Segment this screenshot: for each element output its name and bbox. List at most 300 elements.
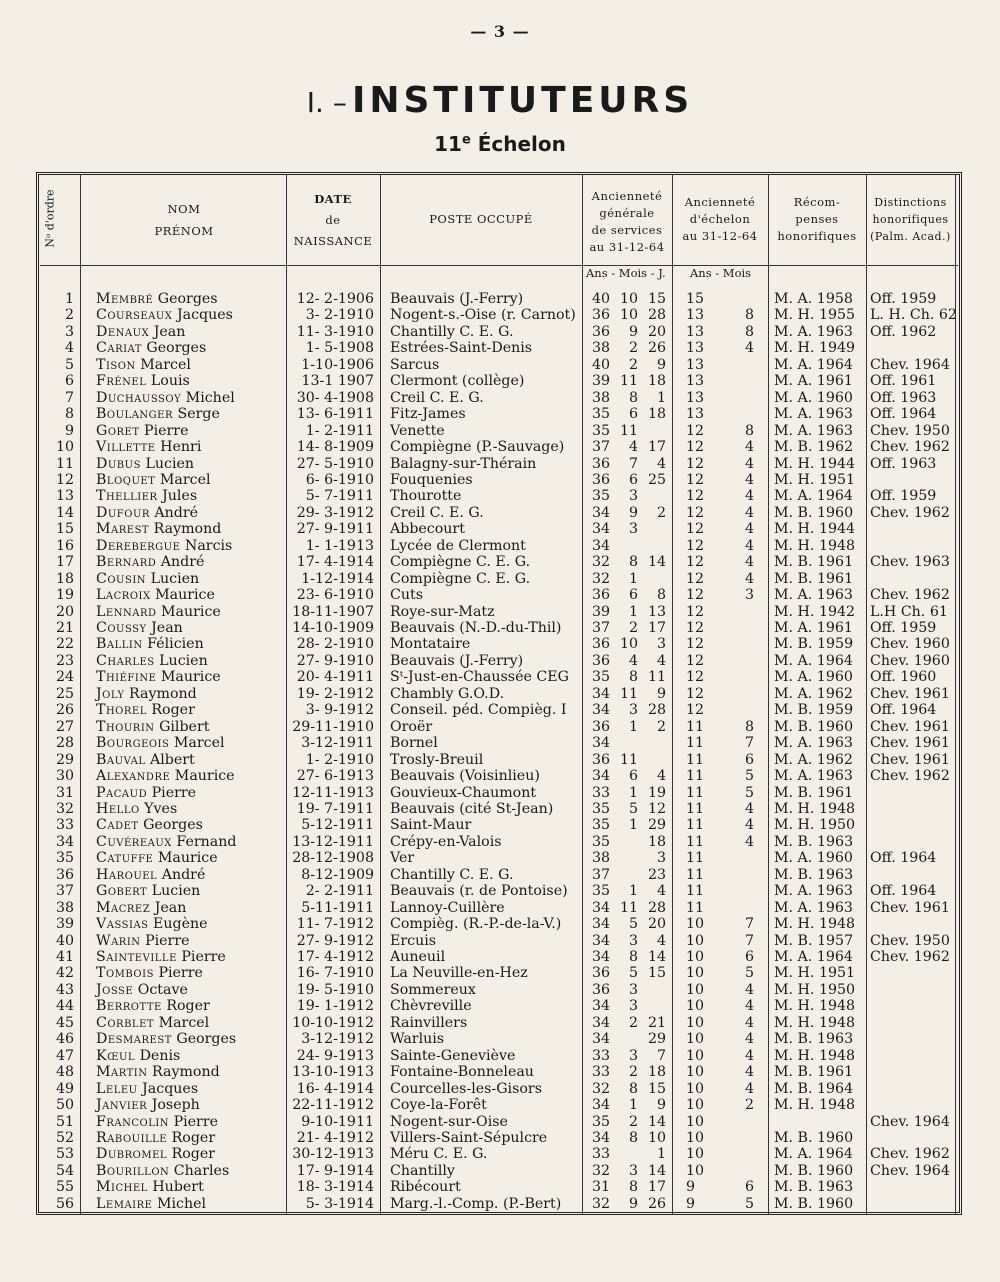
cell-name [96, 1015, 209, 1032]
table-row [40, 949, 958, 966]
cell-first-name: Jacques [142, 1080, 199, 1097]
cell-birthdate: 28- 2-1910 [296, 636, 374, 653]
header-nom [82, 200, 286, 240]
subtitle-superscript: e [461, 132, 471, 148]
cell-first-name: Gilbert [159, 718, 210, 735]
cell-name [96, 472, 211, 489]
cell-recompense: M. A. 1960 [774, 389, 853, 406]
cell-anc-ech-years: 10 [686, 1129, 705, 1146]
cell-birthdate: 18- 3-1914 [296, 1179, 374, 1196]
cell-anc-gen-months: 11 [619, 685, 638, 702]
page-number: — 3 — [470, 22, 530, 41]
cell-anc-gen-years: 35 [591, 422, 610, 439]
table-row [40, 587, 958, 604]
cell-last-name: Josse [96, 981, 134, 998]
cell-name [96, 768, 235, 785]
cell-number: 26 [55, 702, 74, 719]
cell-anc-gen-days: 14 [647, 1113, 666, 1130]
cell-anc-ech-months: 7 [744, 916, 754, 933]
cell-anc-gen-months: 8 [628, 949, 638, 965]
cell-first-name: Georges [176, 1031, 237, 1048]
cell-distinction: Off. 1963 [870, 389, 937, 406]
cell-anc-ech-years: 10 [686, 916, 705, 933]
cell-anc-gen-years: 36 [591, 652, 610, 669]
cell-anc-ech-years: 13 [686, 373, 705, 390]
cell-first-name: Roger [171, 1129, 216, 1146]
cell-birthdate: 13-1 1907 [301, 373, 374, 390]
cell-distinction: Chev. 1963 [870, 554, 950, 571]
cell-anc-gen-months: 2 [628, 1113, 638, 1130]
cell-anc-ech-years: 12 [686, 587, 705, 604]
cell-first-name: Jean [153, 323, 186, 340]
cell-number: 31 [55, 784, 74, 801]
cell-anc-gen-years: 32 [591, 554, 610, 571]
cell-last-name: Tison [96, 356, 136, 373]
cell-anc-gen-days: 29 [647, 1031, 666, 1048]
cell-anc-ech-years: 11 [686, 768, 705, 785]
cell-anc-ech-years: 10 [686, 981, 705, 998]
table-row [40, 340, 958, 357]
header-ordre: Nᵒ d'ordre [43, 189, 57, 248]
cell-anc-ech-months: 5 [744, 784, 754, 801]
cell-distinction: Chev. 1961 [870, 751, 950, 768]
cell-name [96, 307, 233, 324]
cell-poste: Montataire [390, 636, 471, 653]
cell-anc-gen-months: 10 [619, 307, 638, 324]
cell-poste: Oroër [390, 718, 433, 735]
cell-number: 25 [55, 685, 74, 702]
cell-anc-gen-days: 10 [647, 1129, 666, 1146]
cell-name [96, 686, 197, 703]
cell-recompense: M. H. 1948 [774, 1014, 856, 1031]
cell-name [96, 620, 183, 637]
cell-last-name: Rabouille [96, 1129, 168, 1146]
header-ag-line3: de services [591, 223, 663, 237]
cell-birthdate: 3- 9-1912 [305, 702, 374, 719]
cell-anc-gen-months: 3 [628, 981, 638, 998]
subheader-echelon: Ans - Mois [690, 266, 752, 280]
cell-anc-ech-years: 11 [686, 817, 705, 834]
cell-name [96, 653, 208, 670]
cell-distinction: Chev. 1962 [870, 1146, 950, 1163]
cell-first-name: Pierre [181, 949, 226, 965]
cell-number: 10 [55, 439, 74, 456]
cell-anc-ech-years: 12 [686, 669, 705, 686]
cell-last-name: Leleu [96, 1080, 138, 1097]
cell-recompense: M. A. 1963 [774, 422, 853, 439]
table-row [40, 850, 958, 867]
cell-number: 56 [55, 1195, 74, 1212]
cell-birthdate: 19- 1-1912 [296, 998, 374, 1015]
cell-last-name: Warin [96, 932, 141, 949]
cell-distinction: Off. 1959 [870, 291, 937, 307]
cell-last-name: Lennard [96, 603, 157, 620]
header-ae-line3: au 31-12-64 [682, 229, 758, 243]
cell-anc-ech-months: 8 [744, 307, 754, 324]
cell-anc-ech-years: 10 [686, 1146, 705, 1163]
cell-anc-ech-years: 10 [686, 1162, 705, 1179]
cell-number: 27 [55, 718, 74, 735]
cell-birthdate: 2- 2-1911 [305, 883, 374, 900]
cell-recompense: M. B. 1959 [774, 636, 854, 653]
cell-last-name: Lacroix [96, 587, 151, 604]
cell-anc-gen-years: 34 [591, 932, 610, 949]
header-date-line2: de [325, 213, 341, 227]
cell-recompense: M. A. 1964 [774, 1146, 853, 1163]
cell-last-name: Derebergue [96, 537, 181, 554]
cell-poste: Creil C. E. G. [390, 504, 484, 521]
cell-anc-gen-years: 32 [591, 570, 610, 587]
cell-anc-gen-months: 2 [628, 1014, 638, 1031]
cell-birthdate: 1-12-1914 [301, 570, 374, 587]
header-anciennete-generale [582, 188, 672, 256]
cell-first-name: Serge [177, 406, 220, 423]
cell-anc-ech-years: 10 [686, 949, 705, 965]
cell-last-name: Martin [96, 1064, 148, 1081]
cell-anc-gen-months: 5 [628, 916, 638, 933]
cell-anc-ech-months: 5 [744, 1195, 754, 1212]
cell-anc-ech-years: 13 [686, 389, 705, 406]
cell-anc-gen-months: 3 [628, 488, 638, 505]
cell-number: 19 [55, 587, 74, 604]
cell-poste: Fontaine-Bonneleau [390, 1064, 534, 1081]
cell-distinction: Chev. 1950 [870, 422, 950, 439]
header-rec-line1: Récom- [793, 195, 841, 209]
cell-recompense: M. A. 1962 [774, 751, 853, 768]
cell-recompense: M. H. 1948 [774, 916, 856, 933]
cell-poste: Beauvais (J.-Ferry) [390, 652, 524, 669]
cell-last-name: Bauval [96, 751, 146, 768]
cell-recompense: M. B. 1960 [774, 504, 854, 521]
cell-anc-ech-months: 6 [744, 751, 754, 768]
cell-anc-gen-days: 4 [656, 652, 666, 669]
cell-last-name: Gobert [96, 883, 148, 900]
cell-anc-gen-days: 19 [647, 784, 666, 801]
cell-anc-ech-months: 6 [744, 1179, 754, 1196]
cell-anc-gen-months: 3 [628, 1162, 638, 1179]
cell-first-name: Maurice [157, 850, 218, 867]
cell-anc-gen-years: 33 [591, 1146, 610, 1163]
cell-poste: Conseil. péd. Compièg. I [390, 702, 567, 719]
cell-recompense: M. H. 1948 [774, 1097, 856, 1114]
cell-name [96, 817, 203, 834]
cell-last-name: Janvier [96, 1097, 148, 1114]
table-row [40, 390, 958, 407]
cell-anc-gen-months: 1 [628, 784, 638, 801]
cell-anc-gen-years: 37 [591, 439, 610, 456]
table-row [40, 636, 958, 653]
cell-anc-ech-months: 5 [744, 965, 754, 982]
cell-poste: Roye-sur-Matz [390, 603, 495, 620]
cell-anc-ech-years: 12 [686, 455, 705, 472]
cell-anc-gen-months: 2 [628, 1064, 638, 1081]
cell-last-name: Alexandre [96, 768, 171, 785]
cell-anc-gen-days: 7 [656, 1047, 666, 1064]
cell-anc-gen-months: 11 [619, 422, 638, 439]
cell-first-name: Roger [166, 998, 210, 1015]
cell-anc-gen-years: 34 [591, 1129, 610, 1146]
table-row [40, 439, 958, 456]
cell-birthdate: 13-12-1911 [292, 833, 374, 850]
cell-anc-ech-years: 10 [686, 1097, 705, 1114]
cell-distinction: Off. 1964 [870, 406, 937, 423]
cell-anc-ech-years: 15 [686, 291, 705, 307]
cell-poste: Sommereux [390, 981, 476, 998]
cell-anc-gen-months: 8 [628, 1080, 638, 1097]
header-poste: POSTE OCCUPÉ [429, 212, 533, 226]
cell-last-name: Desmarest [96, 1031, 172, 1048]
cell-birthdate: 23- 6-1910 [296, 587, 374, 604]
cell-last-name: Charles [96, 652, 155, 669]
cell-birthdate: 29- 3-1912 [296, 504, 374, 521]
cell-birthdate: 19- 2-1912 [296, 685, 374, 702]
cell-birthdate: 1- 2-1910 [305, 751, 374, 768]
cell-first-name: Michel [156, 1195, 207, 1212]
cell-birthdate: 5- 7-1911 [305, 488, 374, 505]
cell-distinction: Off. 1961 [870, 373, 937, 390]
cell-recompense: M. A. 1963 [774, 883, 853, 900]
cell-birthdate: 30- 4-1908 [296, 389, 374, 406]
cell-anc-ech-months: 5 [744, 768, 754, 785]
cell-number: 48 [55, 1064, 74, 1081]
cell-last-name: Thiéfine [96, 669, 157, 686]
cell-anc-gen-years: 32 [591, 1080, 610, 1097]
cell-anc-ech-years: 12 [686, 422, 705, 439]
cell-first-name: Henri [160, 439, 202, 456]
cell-poste: Compiègne C. E. G. [390, 554, 531, 571]
cell-birthdate: 1- 2-1911 [305, 422, 374, 439]
cell-birthdate: 12- 2-1906 [296, 291, 374, 307]
cell-anc-gen-years: 37 [591, 866, 610, 883]
cell-distinction: Off. 1960 [870, 669, 937, 686]
cell-anc-gen-years: 34 [591, 537, 610, 554]
cell-recompense: M. H. 1949 [774, 340, 856, 357]
cell-anc-gen-years: 35 [591, 1113, 610, 1130]
cell-anc-ech-months: 4 [744, 537, 754, 554]
cell-anc-ech-months: 4 [744, 998, 754, 1015]
cell-name [96, 900, 186, 917]
cell-anc-gen-years: 38 [591, 389, 610, 406]
cell-birthdate: 11- 7-1912 [296, 916, 374, 933]
cell-number: 12 [55, 471, 74, 488]
cell-anc-gen-months: 9 [628, 1195, 638, 1212]
cell-first-name: Raymond [152, 1064, 220, 1081]
cell-anc-gen-months: 8 [628, 554, 638, 571]
cell-distinction: Chev. 1961 [870, 899, 950, 916]
cell-anc-ech-years: 12 [686, 537, 705, 554]
cell-name [96, 965, 203, 982]
cell-anc-ech-years: 12 [686, 685, 705, 702]
cell-anc-gen-months: 6 [628, 587, 638, 604]
cell-recompense: M. A. 1963 [774, 323, 853, 340]
cell-recompense: M. A. 1964 [774, 488, 853, 505]
cell-first-name: Georges [157, 291, 218, 307]
cell-number: 32 [55, 800, 74, 817]
cell-distinction: Chev. 1960 [870, 652, 950, 669]
cell-anc-gen-years: 40 [591, 356, 610, 373]
table-row [40, 1179, 958, 1196]
subtitle-text: Échelon [477, 132, 566, 156]
cell-name [96, 1146, 215, 1163]
cell-birthdate: 3-12-1911 [301, 735, 374, 752]
cell-name [96, 1179, 204, 1196]
cell-name [96, 571, 199, 588]
cell-poste: Lannoy-Cuillère [390, 899, 505, 916]
cell-poste: Clermont (collège) [390, 373, 525, 390]
cell-anc-gen-days: 28 [647, 307, 666, 324]
cell-anc-ech-months: 8 [744, 323, 754, 340]
cell-anc-ech-years: 11 [686, 784, 705, 801]
cell-number: 14 [55, 504, 74, 521]
cell-poste: Chantilly [390, 1162, 455, 1179]
cell-anc-ech-months: 4 [744, 1047, 754, 1064]
cell-number: 29 [55, 751, 74, 768]
cell-anc-gen-months: 8 [628, 1129, 638, 1146]
cell-last-name: Bernard [96, 554, 157, 571]
cell-anc-gen-months: 8 [628, 389, 638, 406]
cell-birthdate: 27- 6-1913 [296, 768, 374, 785]
cell-number: 35 [55, 850, 74, 867]
cell-first-name: Hubert [152, 1179, 204, 1196]
cell-anc-gen-months: 6 [628, 768, 638, 785]
cell-poste: Chantilly C. E. G. [390, 866, 514, 883]
cell-first-name: Eugène [153, 916, 208, 933]
cell-first-name: Roger [171, 1146, 216, 1163]
table-row [40, 1015, 958, 1032]
table-row [40, 554, 958, 571]
cell-last-name: Villette [96, 439, 156, 456]
header-distinctions [866, 194, 955, 245]
cell-anc-ech-years: 10 [686, 1113, 705, 1130]
cell-first-name: Pierre [158, 965, 203, 982]
cell-anc-gen-days: 9 [656, 356, 666, 373]
cell-anc-gen-years: 33 [591, 784, 610, 801]
table-row [40, 1130, 958, 1147]
table-row [40, 357, 958, 374]
table-row [40, 768, 958, 785]
cell-number: 28 [55, 735, 74, 752]
cell-poste: Compièg. (R.-P.-de-la-V.) [390, 916, 562, 933]
cell-anc-ech-months: 7 [744, 735, 754, 752]
cell-anc-gen-years: 34 [591, 998, 610, 1015]
cell-anc-ech-months: 8 [744, 718, 754, 735]
cell-anc-gen-years: 34 [591, 521, 610, 538]
cell-name [96, 702, 195, 719]
cell-name [96, 1081, 198, 1098]
cell-first-name: Jean [154, 899, 187, 916]
table-row [40, 1064, 958, 1081]
cell-anc-gen-days: 12 [647, 800, 666, 817]
cell-first-name: Jules [162, 488, 198, 505]
cell-birthdate: 14- 8-1909 [296, 439, 374, 456]
table-row [40, 538, 958, 555]
cell-number: 39 [55, 916, 74, 933]
cell-distinction: Off. 1963 [870, 455, 937, 472]
cell-anc-gen-days: 4 [656, 455, 666, 472]
cell-anc-gen-months: 9 [628, 323, 638, 340]
cell-number: 23 [55, 652, 74, 669]
table-row [40, 669, 958, 686]
cell-anc-gen-days: 1 [656, 1146, 666, 1163]
cell-birthdate: 19- 5-1910 [296, 981, 374, 998]
table-row [40, 1097, 958, 1114]
cell-first-name: Georges [146, 340, 207, 357]
cell-last-name: Thellier [96, 488, 158, 505]
cell-distinction: L.H Ch. 61 [870, 603, 948, 620]
subtitle [0, 132, 1000, 156]
cell-first-name: Raymond [153, 521, 222, 538]
cell-recompense: M. B. 1961 [774, 1064, 854, 1081]
cell-distinction: Off. 1959 [870, 488, 937, 505]
cell-first-name: Narcis [184, 537, 233, 554]
cell-anc-gen-years: 36 [591, 455, 610, 472]
cell-anc-gen-years: 37 [591, 620, 610, 636]
cell-last-name: Dufour [96, 504, 150, 521]
cell-birthdate: 24- 9-1913 [296, 1047, 374, 1064]
cell-last-name: Lemaire [96, 1195, 153, 1212]
cell-anc-ech-months: 4 [744, 1064, 754, 1081]
page-title [0, 80, 1000, 121]
cell-distinction: L. H. Ch. 62 [870, 307, 957, 324]
header-ae-line2: d'échelon [689, 212, 751, 226]
cell-number: 55 [55, 1179, 74, 1196]
cell-poste: Cuts [390, 587, 423, 604]
cell-poste: Chambly G.O.D. [390, 685, 505, 702]
header-rec-line3: honorifiques [777, 229, 857, 243]
header-divider [40, 265, 958, 266]
cell-poste: Creil C. E. G. [390, 389, 484, 406]
cell-number: 8 [64, 406, 74, 423]
table-row [40, 488, 958, 505]
cell-name [96, 1114, 218, 1131]
table-row [40, 735, 958, 752]
cell-number: 11 [55, 455, 74, 472]
subtitle-number: 11 [434, 132, 462, 156]
cell-distinction: Chev. 1961 [870, 685, 950, 702]
cell-anc-gen-months: 1 [628, 570, 638, 587]
cell-first-name: Pierre [151, 784, 197, 801]
cell-poste: Rainvillers [390, 1014, 468, 1031]
cell-anc-ech-months: 4 [744, 817, 754, 834]
cell-recompense: M. H. 1948 [774, 1047, 856, 1064]
cell-number: 37 [55, 883, 74, 900]
cell-number: 5 [64, 356, 74, 373]
cell-anc-gen-days: 18 [647, 833, 666, 850]
cell-first-name: Lucien [159, 652, 208, 669]
cell-anc-ech-months: 4 [744, 1014, 754, 1031]
cell-distinction: Chev. 1962 [870, 504, 950, 521]
cell-birthdate: 28-12-1908 [292, 850, 374, 867]
cell-recompense: M. H. 1948 [774, 537, 856, 554]
table-row [40, 472, 958, 489]
cell-poste: Beauvais (r. de Pontoise) [390, 883, 568, 900]
cell-last-name: Dubromel [96, 1146, 168, 1163]
cell-distinction: Chev. 1962 [870, 587, 950, 604]
cell-name [96, 521, 221, 538]
cell-recompense: M. B. 1957 [774, 932, 854, 949]
cell-number: 15 [55, 521, 74, 538]
cell-birthdate: 6- 6-1910 [305, 471, 374, 488]
cell-number: 9 [64, 422, 74, 439]
cell-recompense: M. B. 1960 [774, 1195, 854, 1212]
cell-name [96, 505, 198, 522]
cell-anc-ech-years: 10 [686, 1064, 705, 1081]
cell-number: 38 [55, 899, 74, 916]
table-row [40, 933, 958, 950]
cell-number: 20 [55, 603, 74, 620]
cell-last-name: Thourin [96, 718, 155, 735]
cell-poste: Sᵗ-Just-en-Chaussée CEG [390, 669, 569, 686]
